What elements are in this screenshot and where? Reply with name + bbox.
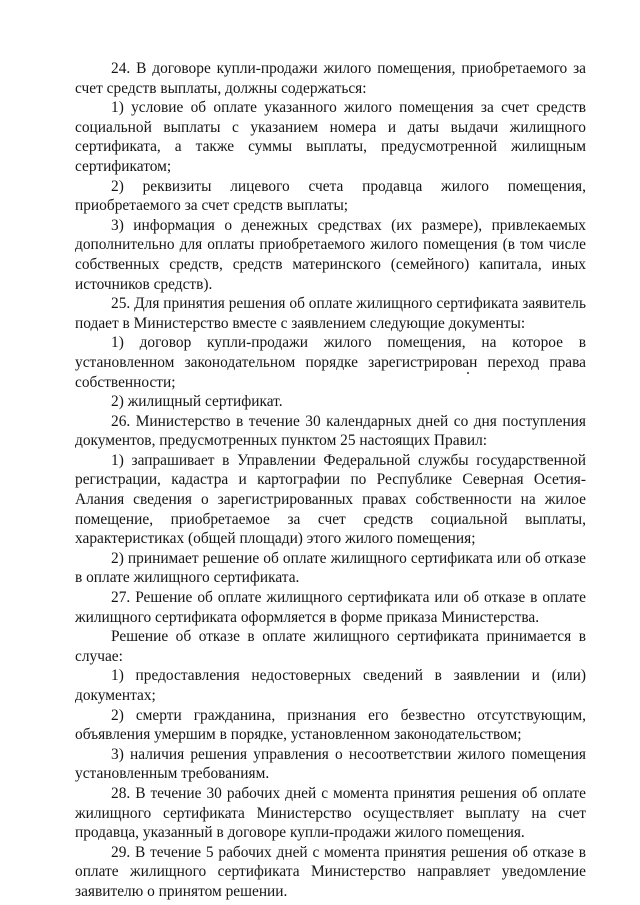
paragraph-26-item-2: 2) принимает решение об оплате жилищного сертификата или об отказе в оплате жилищного сертификата.	[75, 549, 586, 587]
paragraph-25-item-2: 2) жилищный сертификат.	[111, 393, 283, 411]
paragraph-24-item-2: 2) реквизиты лицевого счета продавца жилого помещения, приобретаемого за счет средств выплаты;	[75, 177, 586, 215]
paragraph-24-item-1: 1) условие об оплате указанного жилого помещения за счет средств социальной выплаты с указанием номера и даты выдачи жилищного сертификата, а также суммы выплаты, предусмотренной жилищным сертификатом;	[75, 99, 586, 175]
paragraph-27-item-3: 3) наличия решения управления о несоответствии жилого помещения установленным требованиям.	[75, 745, 586, 783]
paragraph-24: 24. В договоре купли-продажи жилого помещения, приобретаемого за счет средств выплаты, должны содержаться:	[75, 60, 586, 97]
paragraph-26-item-1: 1) запрашивает в Управлении Федеральной службы государственной регистрации, кадастра и картографии по Республике Северная Осетия-Алания сведения о зарегистрированных правах собственности на жилое помещение, приобретаемое за счет средств социальной выплаты, характеристиках (общей площади) этого жилого помещения;	[75, 451, 586, 548]
paragraph-24-item-3: 3) информация о денежных средствах (их размере), привлекаемых дополнительно для оплаты приобретаемого жилого помещения (в том числе собственных средств, средств материнского (семейного) капитала, иных источников средств).	[75, 216, 586, 293]
paragraph-29: 29. В течение 5 рабочих дней с момента принятия решения об отказе в оплате жилищного сертификата Министерство направляет уведомление заявителю о принятом решении.	[75, 843, 586, 900]
paragraph-25-item-1: 1) договор купли-продажи жилого помещения, на которое в установленном законодательном порядке зарегистрирован переход права собственности;	[75, 334, 586, 391]
paragraph-28: 28. В течение 30 рабочих дней с момента принятия решения об оплате жилищного сертификата Министерство осуществляет выплату на счет продавца, указанный в договоре купли-продажи жилого помещения.	[75, 784, 586, 842]
paragraph-27-item-2: 2) смерти гражданина, признания его безвестно отсутствующим, объявления умершим в порядке, установленном законодательством;	[75, 706, 586, 744]
paragraph-27-refusal-intro: Решение об отказе в оплате жилищного сертификата принимается в случае:	[75, 628, 586, 665]
paragraph-25: 25. Для принятия решения об оплате жилищного сертификата заявитель подает в Министерство вместе с заявлением следующие документы:	[75, 295, 586, 332]
paragraph-27-item-1: 1) предоставления недостоверных сведений в заявлении и (или) документах;	[75, 667, 586, 704]
paragraph-26: 26. Министерство в течение 30 календарных дней со дня поступления документов, предусмотренных пунктом 25 настоящих Правил:	[75, 412, 586, 450]
paragraph-27: 27. Решение об оплате жилищного сертификата или об отказе в оплате жилищного сертификата оформляется в форме приказа Министерства.	[75, 589, 586, 626]
document-page	[75, 59, 586, 902]
scan-speck	[467, 372, 469, 374]
